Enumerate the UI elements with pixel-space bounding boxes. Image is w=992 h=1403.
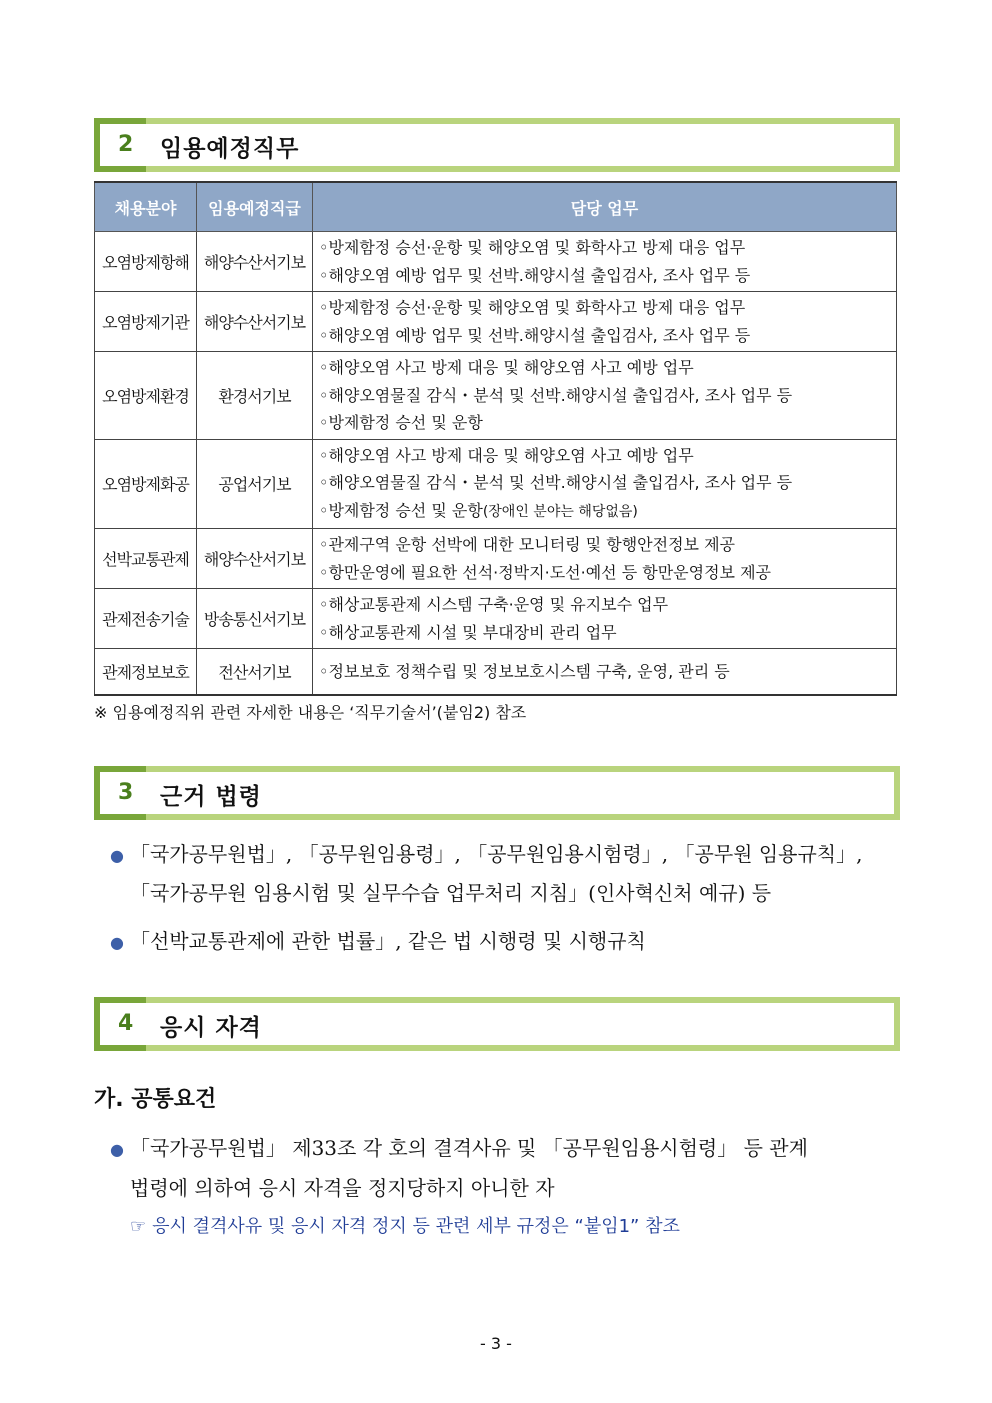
duty-item: ◦해양오염물질 감식・분석 및 선박.해양시설 출입검사, 조사 업무 등 [319, 385, 793, 405]
field-cell: 오염방제화공 [95, 439, 197, 529]
field-cell: 오염방제항해 [95, 232, 197, 292]
duty-table [94, 181, 897, 696]
section-4-number: 4 [118, 1011, 134, 1036]
duties-cell [313, 292, 897, 352]
duty-item: ◦방제함정 승선·운항 및 해양오염 및 화학사고 방제 대응 업무 [319, 238, 746, 257]
duty-item: ◦해양오염 사고 방제 대응 및 해양오염 사고 예방 업무 [319, 445, 694, 465]
table-row [95, 529, 897, 589]
bullet-dot-icon: ● [110, 1140, 124, 1159]
subsection-heading: 가. 공통요건 [94, 1087, 217, 1112]
duty-item: ◦해양오염 예방 업무 및 선박.해양시설 출입검사, 조사 업무 등 [319, 325, 751, 345]
grade-cell: 공업서기보 [197, 439, 313, 529]
law-bullet-1-cont: 「국가공무원 임용시험 및 실무수습 업무처리 지침」(인사혁신처 예규) 등 [130, 881, 772, 905]
duty-item: ◦정보보호 정책수립 및 정보보호시스템 구축, 운영, 관리 등 [319, 661, 730, 681]
duty-item: ◦항만운영에 필요한 선석·정박지·도선·예선 등 항만운영정보 제공 [319, 562, 771, 582]
grade-cell: 전산서기보 [197, 649, 313, 695]
grade-cell: 환경서기보 [197, 352, 313, 440]
table-row [95, 292, 897, 352]
duty-item: ◦해양오염물질 감식・분석 및 선박.해양시설 출입검사, 조사 업무 등 [319, 473, 793, 492]
grade-cell: 해양수산서기보 [197, 232, 313, 292]
duties-cell [313, 439, 897, 529]
duties-cell [313, 589, 897, 649]
section-4-title: 응시 자격 [160, 1015, 262, 1041]
table-row [95, 589, 897, 649]
table-footnote: ※ 임용예정직위 관련 자세한 내용은 ‘직무기술서’(붙임2) 참조 [94, 703, 527, 722]
section-2-number: 2 [118, 132, 134, 157]
duties-cell [313, 352, 897, 440]
field-cell: 선박교통관제 [95, 529, 197, 589]
header-duties: 담당 업무 [313, 182, 897, 232]
common-req-bullet: ● 「국가공무원법」 제33조 각 호의 결격사유 및 「공무원임용시험령」 등 관계 [110, 1136, 808, 1160]
table-row [95, 352, 897, 440]
table-row [95, 232, 897, 292]
header-grade: 임용예정직급 [197, 182, 313, 232]
section-4-header [94, 997, 900, 1051]
section-3-header [94, 766, 900, 820]
duties-cell [313, 232, 897, 292]
duty-item: ◦방제함정 승선·운항 및 해양오염 및 화학사고 방제 대응 업무 [319, 298, 746, 317]
field-cell: 오염방제환경 [95, 352, 197, 440]
duty-item: ◦해양오염 사고 방제 대응 및 해양오염 사고 예방 업무 [319, 358, 694, 377]
duty-item: ◦방제함정 승선 및 운항 [319, 413, 483, 432]
field-cell: 관제전송기술 [95, 589, 197, 649]
bullet-dot-icon: ● [110, 846, 124, 865]
table-row [95, 649, 897, 695]
header-field: 채용분야 [95, 182, 197, 232]
common-req-cont: 법령에 의하여 응시 자격을 정지당하지 아니한 자 [130, 1176, 555, 1200]
page-number: - 3 - [480, 1334, 512, 1353]
duty-item: ◦관제구역 운항 선박에 대한 모니터링 및 항행안전정보 제공 [319, 535, 735, 554]
table-row [95, 439, 897, 529]
section-2-header [94, 118, 900, 172]
field-cell: 관제정보보호 [95, 649, 197, 695]
section-3-title: 근거 법령 [160, 784, 262, 810]
duty-item: ◦방제함정 승선 및 운항(장애인 분야는 해당없음) [319, 500, 638, 520]
law-bullet-1: ● 「국가공무원법」, 「공무원임용령」, 「공무원임용시험령」, 「공무원 임용규칙」, [110, 842, 863, 866]
duty-item: ◦해상교통관제 시설 및 부대장비 관리 업무 [319, 622, 617, 642]
duty-item: ◦해양오염 예방 업무 및 선박.해양시설 출입검사, 조사 업무 등 [319, 265, 751, 285]
grade-cell: 해양수산서기보 [197, 292, 313, 352]
reference-line: ☞ 응시 결격사유 및 응시 자격 정지 등 관련 세부 규정은 “붙임1” 참조 [130, 1216, 680, 1237]
bullet-dot-icon: ● [110, 933, 124, 952]
field-cell: 오염방제기관 [95, 292, 197, 352]
grade-cell: 방송통신서기보 [197, 589, 313, 649]
grade-cell: 해양수산서기보 [197, 529, 313, 589]
pointing-hand-icon: ☞ [130, 1216, 147, 1237]
table-header-row [95, 182, 897, 232]
law-bullet-2: ● 「선박교통관제에 관한 법률」, 같은 법 시행령 및 시행규칙 [110, 929, 646, 953]
duty-item: ◦해상교통관제 시스템 구축·운영 및 유지보수 업무 [319, 595, 669, 614]
duties-cell [313, 529, 897, 589]
section-2-title: 임용예정직무 [160, 136, 300, 162]
duties-cell [313, 649, 897, 695]
duty-note: (장애인 분야는 해당없음) [482, 503, 638, 520]
section-3-number: 3 [118, 780, 134, 805]
